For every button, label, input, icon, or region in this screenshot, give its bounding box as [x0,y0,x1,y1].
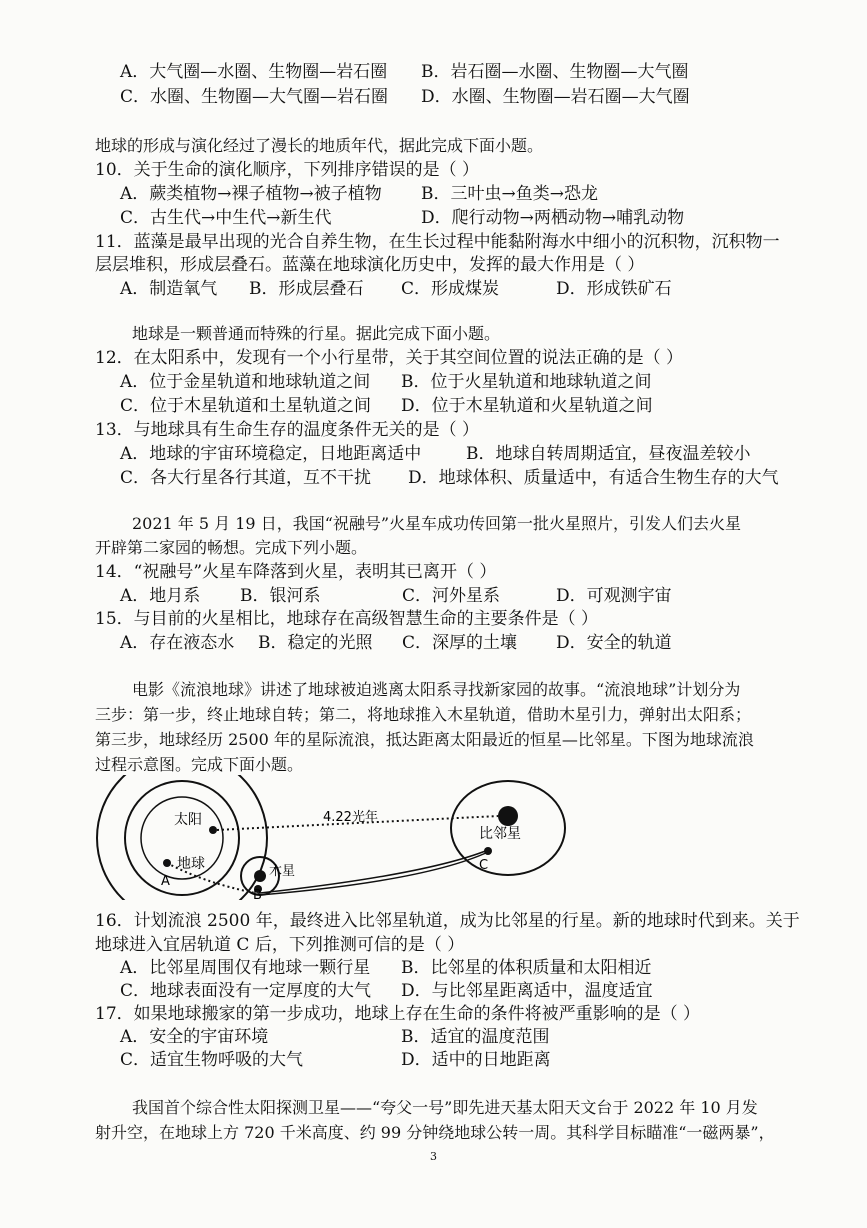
q17-option-d: D．适中的日地距离 [401,1050,551,1070]
intro-special-planet: 地球是一颗普通而特殊的行星。据此完成下面小题。 [132,324,501,343]
q13-option-c: C．各大行星各行其道，互不干扰 [120,468,372,488]
q14-option-a: A．地月系 [120,586,201,606]
q11-option-d: D．形成铁矿石 [556,279,672,299]
label-jupiter: 木星 [269,864,296,879]
q9-option-b: B．岩石圈—水圈、生物圈—大气圈 [421,62,689,82]
q11-option-a: A．制造氧气 [120,279,218,299]
q9-option-c: C．水圈、生物圈—大气圈—岩石圈 [120,87,389,107]
q17-option-c: C．适宜生物呼吸的大气 [120,1050,304,1070]
q13-option-b: B．地球自转周期适宜，昼夜温差较小 [466,444,751,464]
page-number: 3 [430,1150,437,1163]
q15-option-c: C．深厚的土壤 [402,633,518,653]
q14-stem: 14．“祝融号”火星车降落到火星，表明其已离开（ ） [95,562,497,582]
q17-option-b: B．适宜的温度范围 [401,1027,550,1047]
q16-option-d: D．与比邻星距离适中，温度适宜 [401,981,653,1001]
intro-wandering-earth-line3: 第三步，地球经历 2500 年的星际流浪，抵达距离太阳最近的恒星—比邻星。下图为地球流浪 [95,730,754,749]
q14-option-b: B．银河系 [240,586,321,606]
label-point-c: C [479,858,489,873]
q15-stem: 15．与目前的火星相比，地球存在高级智慧生命的主要条件是（ ） [95,609,599,629]
q10-option-b: B．三叶虫→鱼类→恐龙 [421,184,598,204]
q11-option-c: C．形成煤炭 [401,279,500,299]
q15-option-b: B．稳定的光照 [258,633,373,653]
q16-stem-line2: 地球进入宜居轨道 C 后，下列推测可信的是（ ） [95,935,465,955]
intro-wandering-earth-line2: 三步：第一步，终止地球自转；第二，将地球推入木星轨道，借助木星引力，弹射出太阳系； [95,705,752,724]
intro-zhurong-line2: 开辟第二家园的畅想。完成下列小题。 [95,538,368,557]
q15-option-a: A．存在液态水 [120,633,235,653]
q14-option-d: D．可观测宇宙 [556,586,672,606]
q17-stem: 17．如果地球搬家的第一步成功，地球上存在生命的条件将被严重影响的是（ ） [95,1004,701,1024]
q10-option-d: D．爬行动物→两栖动物→哺乳动物 [421,208,685,228]
wandering-earth-diagram [95,775,575,900]
jupiter [254,870,266,882]
intro-geologic-time: 地球的形成与演化经过了漫长的地质年代，据此完成下面小题。 [95,136,544,155]
intro-kuafu-line1: 我国首个综合性太阳探测卫星——“夸父一号”即先进天基太阳天文台于 2022 年 10 月发 [132,1098,758,1117]
intro-zhurong-line1: 2021 年 5 月 19 日，我国“祝融号”火星车成功传回第一批火星照片，引发人们去火星 [132,514,742,533]
q9-option-d: D．水圈、生物圈—岩石圈—大气圈 [421,87,690,107]
q10-option-a: A．蕨类植物→裸子植物→被子植物 [120,184,382,204]
label-point-b: B [253,888,262,900]
label-point-a: A [161,874,170,889]
q11-stem-line1: 11．蓝藻是最早出现的光合自养生物，在生长过程中能黏附海水中细小的沉积物，沉积物一 [95,232,780,252]
point-c-marker [484,847,492,855]
q12-option-b: B．位于火星轨道和地球轨道之间 [401,372,652,392]
q16-option-b: B．比邻星的体积质量和太阳相近 [401,958,652,978]
q12-option-d: D．位于木星轨道和火星轨道之间 [401,396,653,416]
q12-option-c: C．位于木星轨道和土星轨道之间 [120,396,372,416]
q17-option-a: A．安全的宇宙环境 [120,1027,269,1047]
q13-option-d: D．地球体积、质量适中，有适合生物生存的大气 [408,468,779,488]
q10-stem: 10．关于生命的演化顺序，下列排序错误的是（ ） [95,160,480,180]
q14-option-c: C．河外星系 [402,586,501,606]
q12-option-a: A．位于金星轨道和地球轨道之间 [120,372,371,392]
q15-option-d: D．安全的轨道 [556,633,672,653]
earth-orbit [125,781,239,895]
sun [209,826,217,834]
label-distance: 4.22光年 [323,810,378,825]
q11-option-b: B．形成层叠石 [249,279,364,299]
q16-option-a: A．比邻星周围仅有地球一颗行星 [120,958,371,978]
q16-stem-line1: 16．计划流浪 2500 年，最终进入比邻星轨道，成为比邻星的行星。新的地球时代到来。关于 [95,911,800,931]
q16-option-c: C．地球表面没有一定厚度的大气 [120,981,372,1001]
q9-option-a: A．大气圈—水圈、生物圈—岩石圈 [120,62,388,82]
intro-wandering-earth-line1: 电影《流浪地球》讲述了地球被迫逃离太阳系寻找新家园的故事。“流浪地球”计划分为 [132,680,741,699]
intro-kuafu-line2: 射升空，在地球上方 720 千米高度、约 99 分钟绕地球公转一周。其科学目标瞄准“一磁两暴”， [95,1123,775,1142]
label-sun: 太阳 [174,812,202,828]
q11-stem-line2: 层层堆积，形成层叠石。蓝藻在地球演化历史中，发挥的最大作用是（ ） [95,255,645,275]
q13-option-a: A．地球的宇宙环境稳定，日地距离适中 [120,444,422,464]
label-proxima: 比邻星 [479,826,521,842]
q10-option-c: C．古生代→中生代→新生代 [120,208,332,228]
point-a-marker [163,859,171,867]
q12-stem: 12．在太阳系中，发现有一个小行星带，关于其空间位置的说法正确的是（ ） [95,348,684,368]
proxima-star [498,806,518,826]
q13-stem: 13．与地球具有生命生存的温度条件无关的是（ ） [95,420,480,440]
intro-wandering-earth-line4: 过程示意图。完成下面小题。 [95,755,304,774]
label-earth: 地球 [177,856,205,872]
